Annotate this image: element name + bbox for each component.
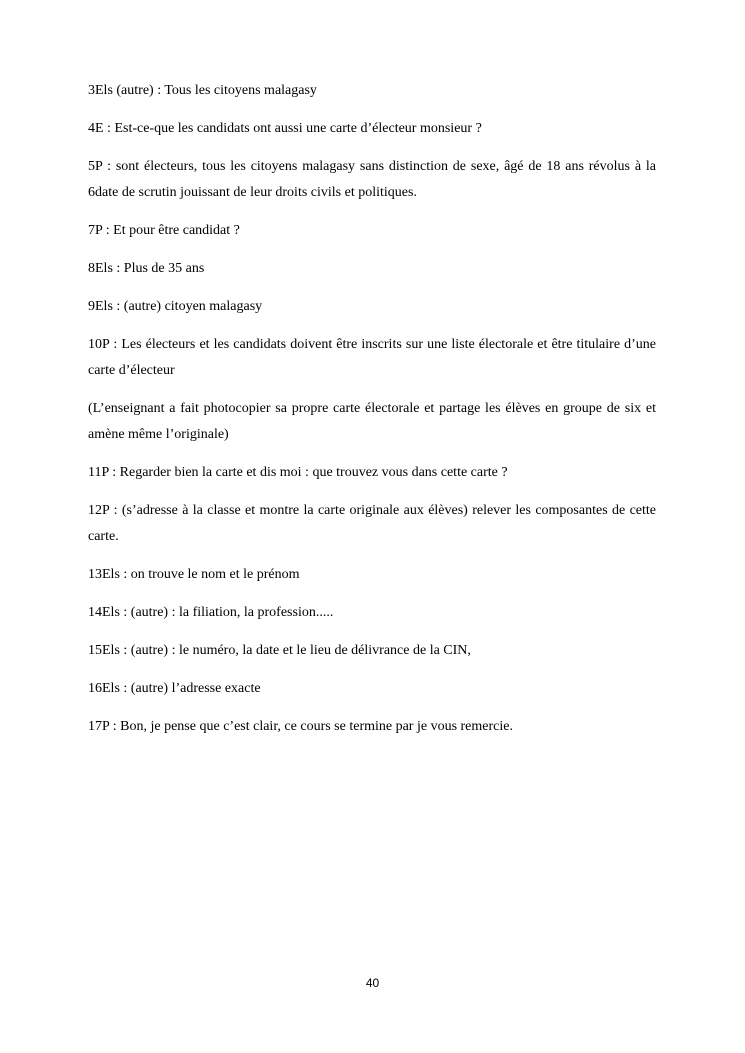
paragraph-9els: 9Els : (autre) citoyen malagasy [88,299,263,314]
paragraph-12p: 12P : (s’adresse à la classe et montre la carte originale aux élèves) relever les composantes de cette carte. [88,503,656,544]
paragraph-4e: 4E : Est-ce-que les candidats ont aussi une carte d’électeur monsieur ? [88,121,482,136]
paragraph-13els: 13Els : on trouve le nom et le prénom [88,567,300,582]
body-text [88,78,656,752]
paragraph-17p: 17P : Bon, je pense que c’est clair, ce cours se termine par je vous remercie. [88,719,513,734]
paragraph-14els: 14Els : (autre) : la filiation, la profession..... [88,605,334,620]
paragraph-5p: 5P : sont électeurs, tous les citoyens malagasy sans distinction de sexe, âgé de 18 ans révolus à la 6date de scrutin jouissant de leur droits civils et politiques. [88,159,656,200]
paragraph-stage-direction: (L’enseignant a fait photocopier sa propre carte électorale et partage les élèves en groupe de six et amène même l’originale) [88,401,656,442]
page-number: 40 [365,976,380,990]
paragraph-8els: 8Els : Plus de 35 ans [88,261,205,276]
paragraph-16els: 16Els : (autre) l’adresse exacte [88,681,261,696]
paragraph-15els: 15Els : (autre) : le numéro, la date et le lieu de délivrance de la CIN, [88,643,471,658]
paragraph-3els: 3Els (autre) : Tous les citoyens malagasy [88,83,317,98]
paragraph-10p: 10P : Les électeurs et les candidats doivent être inscrits sur une liste électorale et être titulaire d’une carte d’électeur [88,337,656,378]
paragraph-11p: 11P : Regarder bien la carte et dis moi : que trouvez vous dans cette carte ? [88,465,508,480]
paragraph-7p: 7P : Et pour être candidat ? [88,223,240,238]
